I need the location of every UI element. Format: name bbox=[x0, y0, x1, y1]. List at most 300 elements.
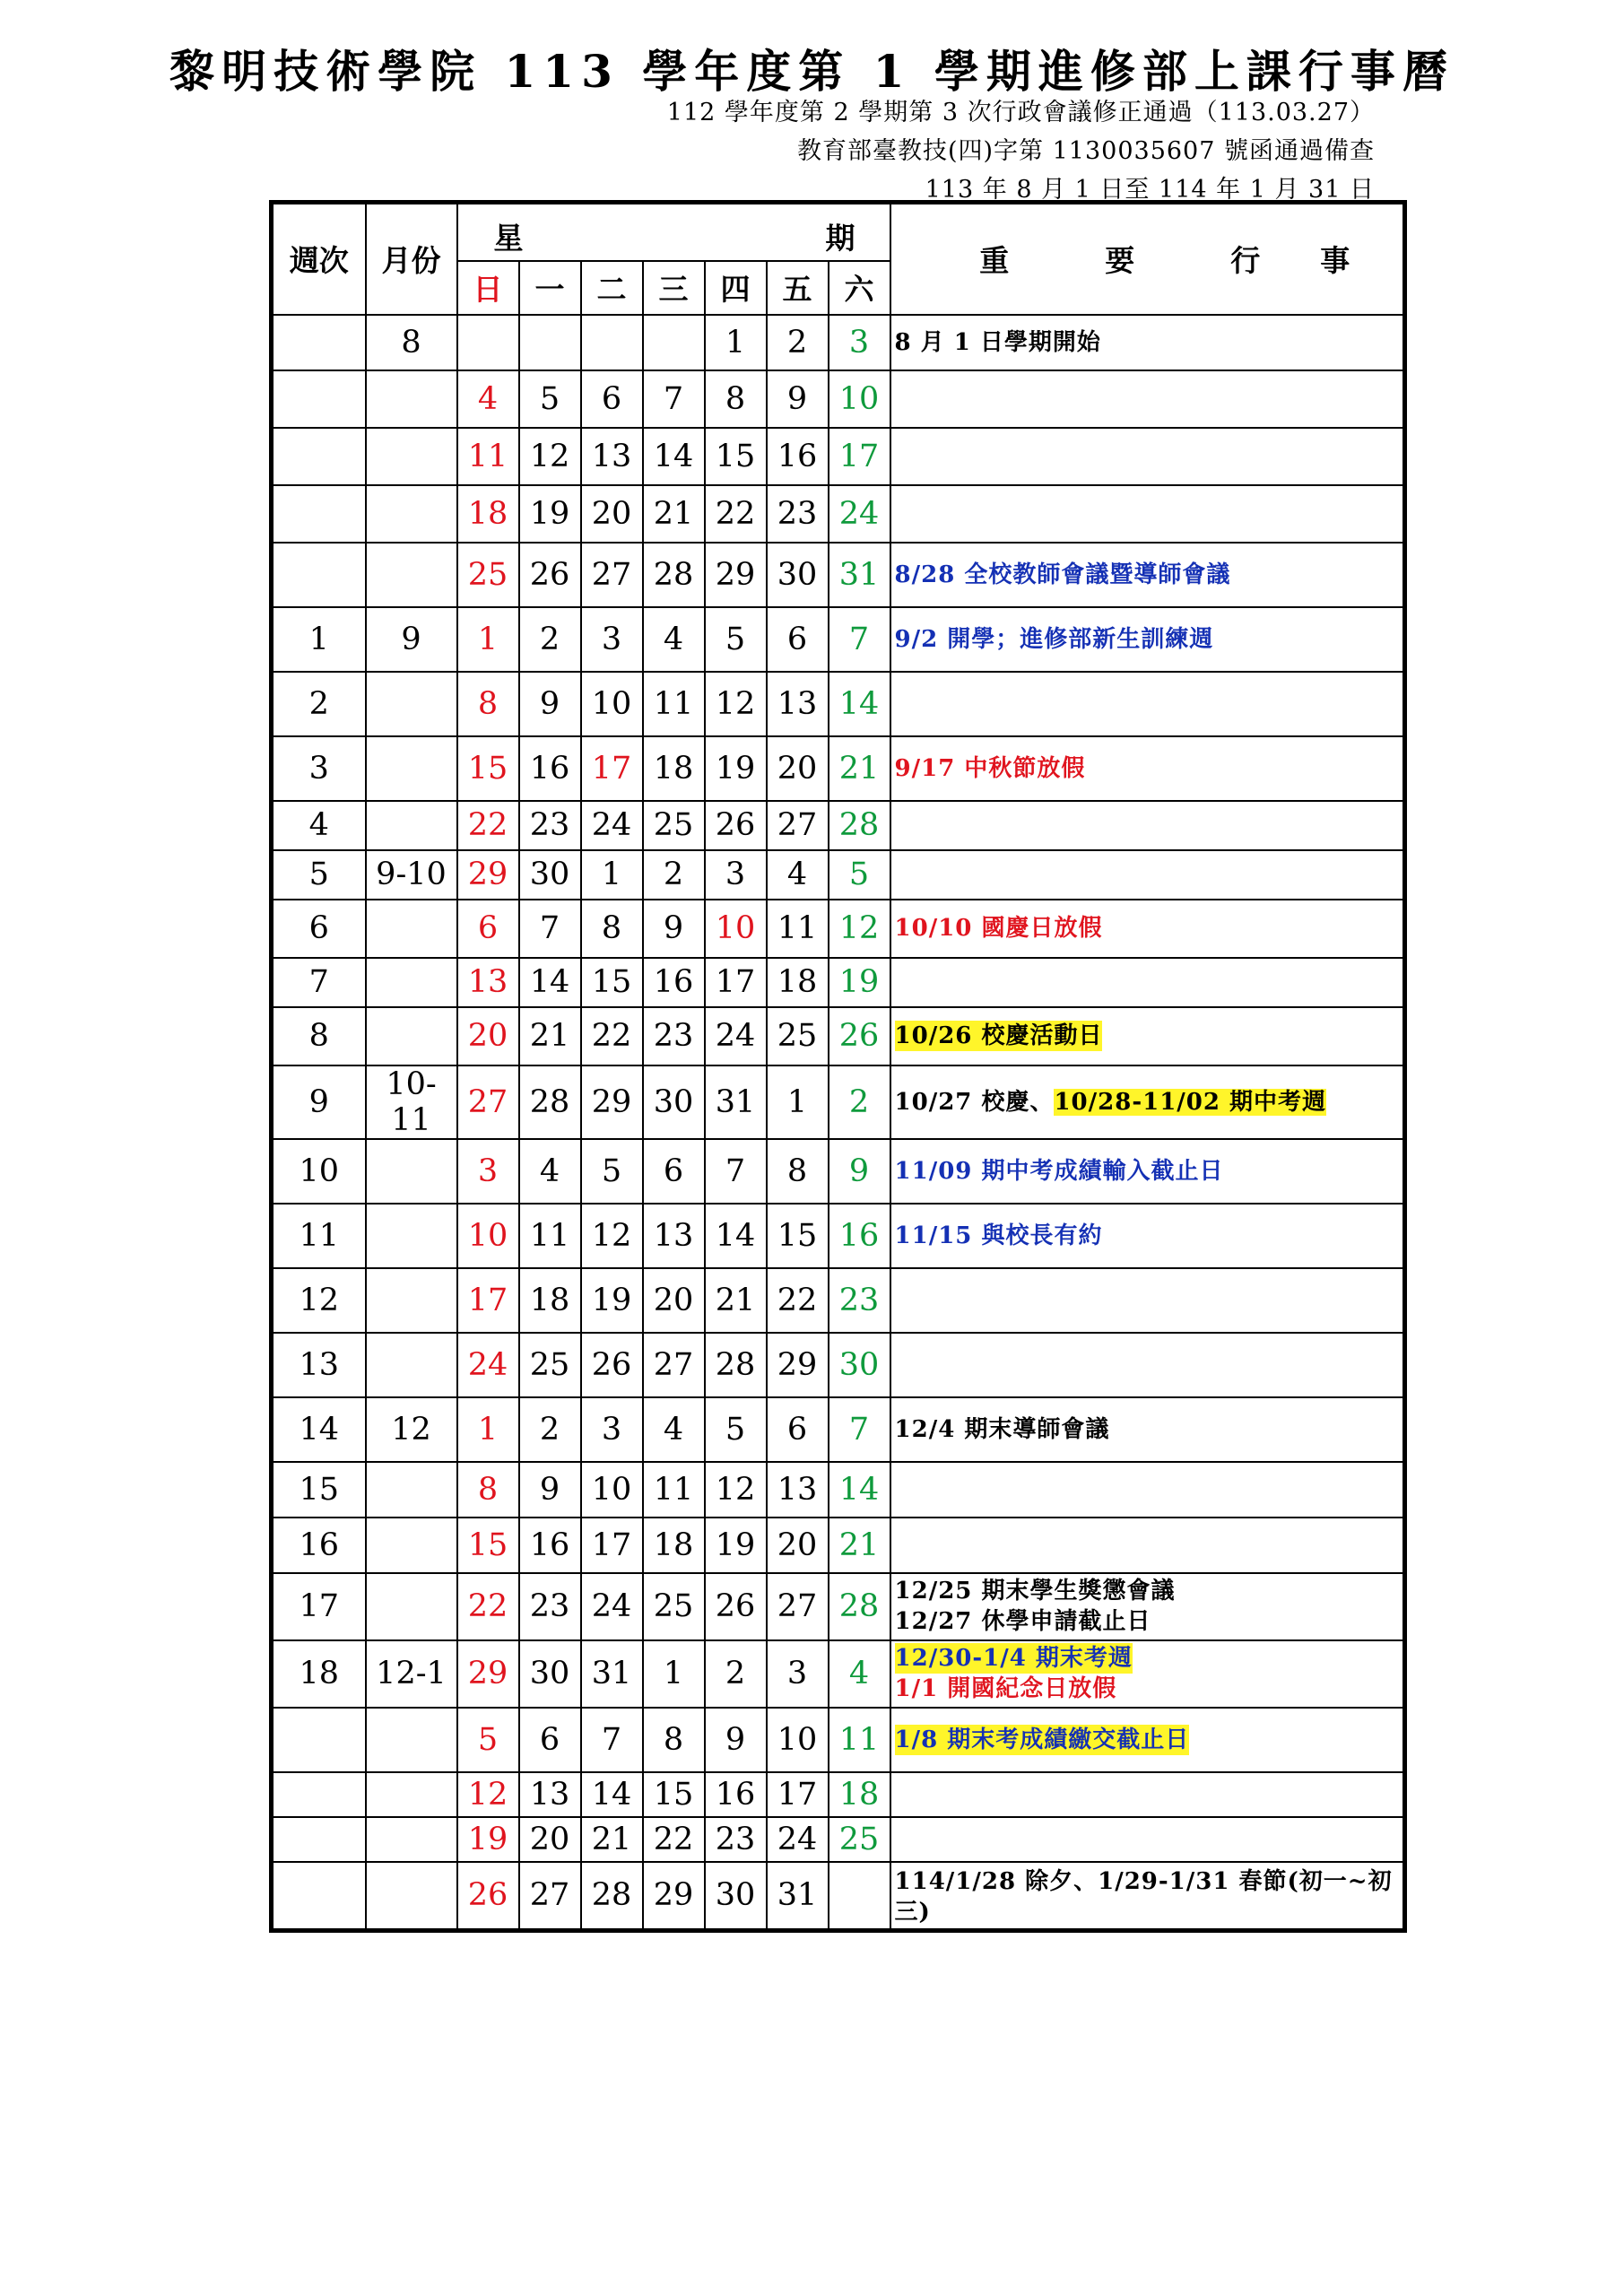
month-cell bbox=[366, 1007, 457, 1065]
day-cell-mon: 23 bbox=[519, 1573, 581, 1640]
event-cell bbox=[890, 1862, 1405, 1931]
day-cell-fri: 6 bbox=[767, 1397, 829, 1462]
day-cell-wed: 13 bbox=[643, 1204, 705, 1268]
day-cell-wed: 1 bbox=[643, 1640, 705, 1708]
month-cell bbox=[366, 1204, 457, 1268]
day-cell-thu: 10 bbox=[705, 900, 767, 958]
day-cell-thu: 26 bbox=[705, 1573, 767, 1640]
day-cell-mon: 12 bbox=[519, 428, 581, 485]
day-cell-fri: 29 bbox=[767, 1333, 829, 1397]
day-cell-thu: 16 bbox=[705, 1772, 767, 1817]
day-cell-wed: 2 bbox=[643, 850, 705, 900]
events-header-char: 重 bbox=[979, 243, 1010, 279]
month-cell bbox=[366, 1518, 457, 1573]
month-cell bbox=[366, 1462, 457, 1518]
day-cell-mon: 9 bbox=[519, 672, 581, 736]
day-cell-mon: 16 bbox=[519, 736, 581, 801]
month-cell bbox=[366, 1708, 457, 1772]
day-cell-mon: 13 bbox=[519, 1772, 581, 1817]
day-cell-sun: 20 bbox=[457, 1007, 519, 1065]
day-cell-sat: 25 bbox=[829, 1817, 890, 1862]
day-cell-mon: 25 bbox=[519, 1333, 581, 1397]
month-cell: 9-10 bbox=[366, 850, 457, 900]
events-header bbox=[890, 203, 1405, 315]
event-cell bbox=[890, 485, 1405, 543]
day-cell-mon: 11 bbox=[519, 1204, 581, 1268]
table-row bbox=[272, 801, 1405, 850]
day-cell-thu: 12 bbox=[705, 672, 767, 736]
day-cell-thu: 22 bbox=[705, 485, 767, 543]
event-text: 12/25 期末學生獎懲會議 bbox=[894, 1578, 1176, 1605]
day-cell-fri: 9 bbox=[767, 370, 829, 428]
day-cell-sun: 25 bbox=[457, 543, 519, 607]
day-cell-mon bbox=[519, 315, 581, 370]
month-cell bbox=[366, 485, 457, 543]
month-cell bbox=[366, 736, 457, 801]
week-cell: 10 bbox=[272, 1139, 366, 1204]
day-cell-fri: 4 bbox=[767, 850, 829, 900]
day-cell-fri: 1 bbox=[767, 1065, 829, 1139]
day-cell-tue: 15 bbox=[581, 958, 643, 1007]
calendar-body bbox=[272, 315, 1405, 1931]
week-cell: 13 bbox=[272, 1333, 366, 1397]
event-cell bbox=[890, 958, 1405, 1007]
week-cell bbox=[272, 315, 366, 370]
event-text: 10/28-11/02 期中考週 bbox=[1054, 1088, 1327, 1116]
table-row bbox=[272, 1139, 1405, 1204]
day-cell-fri: 18 bbox=[767, 958, 829, 1007]
day-cell-fri: 20 bbox=[767, 736, 829, 801]
day-cell-sun: 22 bbox=[457, 801, 519, 850]
day-cell-tue: 27 bbox=[581, 543, 643, 607]
week-cell: 11 bbox=[272, 1204, 366, 1268]
table-row bbox=[272, 1573, 1405, 1640]
day-cell-tue: 17 bbox=[581, 1518, 643, 1573]
day-cell-sun: 3 bbox=[457, 1139, 519, 1204]
day-cell-sat: 28 bbox=[829, 1573, 890, 1640]
day-cell-sat bbox=[829, 1862, 890, 1931]
day-cell-wed: 20 bbox=[643, 1268, 705, 1333]
day-cell-thu: 19 bbox=[705, 736, 767, 801]
day-cell-wed: 18 bbox=[643, 736, 705, 801]
week-cell: 3 bbox=[272, 736, 366, 801]
month-cell bbox=[366, 1139, 457, 1204]
day-cell-fri: 27 bbox=[767, 1573, 829, 1640]
event-cell bbox=[890, 370, 1405, 428]
day-cell-sat: 5 bbox=[829, 850, 890, 900]
day-cell-wed: 30 bbox=[643, 1065, 705, 1139]
month-cell bbox=[366, 1772, 457, 1817]
day-cell-mon: 20 bbox=[519, 1817, 581, 1862]
day-cell-thu: 5 bbox=[705, 607, 767, 672]
day-cell-tue: 19 bbox=[581, 1268, 643, 1333]
day-cell-thu: 14 bbox=[705, 1204, 767, 1268]
week-cell: 14 bbox=[272, 1397, 366, 1462]
week-cell: 16 bbox=[272, 1518, 366, 1573]
day-cell-thu: 19 bbox=[705, 1518, 767, 1573]
day-cell-mon: 16 bbox=[519, 1518, 581, 1573]
event-text: 12/30-1/4 期末考週 bbox=[894, 1645, 1133, 1672]
day-cell-sat: 28 bbox=[829, 801, 890, 850]
table-row bbox=[272, 672, 1405, 736]
day-cell-fri: 15 bbox=[767, 1204, 829, 1268]
week-cell: 1 bbox=[272, 607, 366, 672]
event-cell bbox=[890, 1708, 1405, 1772]
day-cell-tue: 28 bbox=[581, 1862, 643, 1931]
day-cell-mon: 14 bbox=[519, 958, 581, 1007]
day-cell-fri: 10 bbox=[767, 1708, 829, 1772]
day-cell-tue: 29 bbox=[581, 1065, 643, 1139]
week-cell: 5 bbox=[272, 850, 366, 900]
week-cell bbox=[272, 428, 366, 485]
week-cell: 15 bbox=[272, 1462, 366, 1518]
day-cell-sun: 8 bbox=[457, 672, 519, 736]
day-header-wed: 三 bbox=[643, 261, 705, 315]
event-text: 1/1 開國紀念日放假 bbox=[894, 1675, 1117, 1702]
day-cell-wed: 25 bbox=[643, 801, 705, 850]
day-cell-sat: 14 bbox=[829, 1462, 890, 1518]
day-cell-sat: 21 bbox=[829, 1518, 890, 1573]
day-cell-sun: 19 bbox=[457, 1817, 519, 1862]
event-cell bbox=[890, 1640, 1405, 1708]
day-cell-mon: 19 bbox=[519, 485, 581, 543]
event-text: 9/17 中秋節放假 bbox=[894, 754, 1086, 782]
day-cell-mon: 7 bbox=[519, 900, 581, 958]
day-cell-tue: 10 bbox=[581, 672, 643, 736]
day-cell-sun: 4 bbox=[457, 370, 519, 428]
day-header-sat: 六 bbox=[829, 261, 890, 315]
day-cell-wed: 7 bbox=[643, 370, 705, 428]
day-cell-tue: 14 bbox=[581, 1772, 643, 1817]
events-header-char: 事 bbox=[1320, 243, 1350, 279]
event-text: 10/10 國慶日放假 bbox=[894, 915, 1103, 942]
day-cell-thu: 23 bbox=[705, 1817, 767, 1862]
week-cell: 2 bbox=[272, 672, 366, 736]
day-cell-wed: 11 bbox=[643, 672, 705, 736]
day-cell-thu: 24 bbox=[705, 1007, 767, 1065]
week-cell: 6 bbox=[272, 900, 366, 958]
day-cell-thu: 21 bbox=[705, 1268, 767, 1333]
week-cell bbox=[272, 1772, 366, 1817]
table-row bbox=[272, 1007, 1405, 1065]
event-text: 11/15 與校長有約 bbox=[894, 1222, 1103, 1249]
day-cell-tue: 12 bbox=[581, 1204, 643, 1268]
day-cell-mon: 2 bbox=[519, 607, 581, 672]
table-row bbox=[272, 1640, 1405, 1708]
week-cell: 9 bbox=[272, 1065, 366, 1139]
day-cell-sat: 21 bbox=[829, 736, 890, 801]
event-text: 10/27 校慶、 bbox=[894, 1088, 1055, 1116]
day-cell-sun: 11 bbox=[457, 428, 519, 485]
day-cell-sun: 29 bbox=[457, 850, 519, 900]
event-cell bbox=[890, 428, 1405, 485]
day-cell-sat: 2 bbox=[829, 1065, 890, 1139]
day-cell-sat: 12 bbox=[829, 900, 890, 958]
day-cell-thu: 30 bbox=[705, 1862, 767, 1931]
month-cell: 10-11 bbox=[366, 1065, 457, 1139]
day-cell-tue: 24 bbox=[581, 1573, 643, 1640]
day-cell-sun: 12 bbox=[457, 1772, 519, 1817]
day-cell-sun: 15 bbox=[457, 736, 519, 801]
day-cell-sun: 17 bbox=[457, 1268, 519, 1333]
event-cell bbox=[890, 672, 1405, 736]
day-cell-fri: 23 bbox=[767, 485, 829, 543]
day-cell-fri: 2 bbox=[767, 315, 829, 370]
day-cell-mon: 28 bbox=[519, 1065, 581, 1139]
day-cell-tue: 24 bbox=[581, 801, 643, 850]
month-cell bbox=[366, 801, 457, 850]
events-header-char: 要 bbox=[1105, 243, 1135, 279]
day-cell-sat: 26 bbox=[829, 1007, 890, 1065]
event-cell bbox=[890, 1139, 1405, 1204]
week-cell bbox=[272, 1862, 366, 1931]
day-cell-mon: 6 bbox=[519, 1708, 581, 1772]
table-row bbox=[272, 1772, 1405, 1817]
day-cell-wed: 28 bbox=[643, 543, 705, 607]
day-cell-sat: 7 bbox=[829, 1397, 890, 1462]
day-cell-fri: 20 bbox=[767, 1518, 829, 1573]
day-cell-sat: 31 bbox=[829, 543, 890, 607]
month-cell bbox=[366, 1862, 457, 1931]
day-cell-thu: 2 bbox=[705, 1640, 767, 1708]
day-cell-thu: 5 bbox=[705, 1397, 767, 1462]
event-cell bbox=[890, 1268, 1405, 1333]
day-cell-thu: 29 bbox=[705, 543, 767, 607]
week-cell: 17 bbox=[272, 1573, 366, 1640]
event-text: 114/1/28 除夕、1/29-1/31 春節(初一~初三) bbox=[894, 1867, 1393, 1926]
day-cell-wed: 22 bbox=[643, 1817, 705, 1862]
event-cell bbox=[890, 801, 1405, 850]
day-cell-tue bbox=[581, 315, 643, 370]
day-cell-sat: 3 bbox=[829, 315, 890, 370]
day-cell-sun: 29 bbox=[457, 1640, 519, 1708]
event-cell bbox=[890, 1333, 1405, 1397]
day-cell-fri: 13 bbox=[767, 1462, 829, 1518]
table-row bbox=[272, 850, 1405, 900]
day-cell-tue: 13 bbox=[581, 428, 643, 485]
day-cell-wed: 27 bbox=[643, 1333, 705, 1397]
week-cell bbox=[272, 370, 366, 428]
day-cell-sat: 18 bbox=[829, 1772, 890, 1817]
day-cell-tue: 22 bbox=[581, 1007, 643, 1065]
event-cell bbox=[890, 1065, 1405, 1139]
day-cell-wed: 29 bbox=[643, 1862, 705, 1931]
day-cell-sat: 10 bbox=[829, 370, 890, 428]
day-cell-fri: 30 bbox=[767, 543, 829, 607]
day-cell-wed: 14 bbox=[643, 428, 705, 485]
table-row bbox=[272, 1397, 1405, 1462]
day-cell-thu: 17 bbox=[705, 958, 767, 1007]
day-cell-thu: 1 bbox=[705, 315, 767, 370]
day-cell-fri: 27 bbox=[767, 801, 829, 850]
month-cell bbox=[366, 428, 457, 485]
table-row bbox=[272, 1462, 1405, 1518]
day-cell-thu: 7 bbox=[705, 1139, 767, 1204]
day-header-thu: 四 bbox=[705, 261, 767, 315]
day-cell-mon: 26 bbox=[519, 543, 581, 607]
approval-note: 112 學年度第 2 學期第 3 次行政會議修正通過（113.03.27） bbox=[666, 99, 1375, 126]
day-cell-tue: 6 bbox=[581, 370, 643, 428]
period-note: 113 年 8 月 1 日至 114 年 1 月 31 日 bbox=[925, 176, 1375, 204]
day-cell-mon: 5 bbox=[519, 370, 581, 428]
week-cell bbox=[272, 485, 366, 543]
event-cell bbox=[890, 315, 1405, 370]
table-row bbox=[272, 315, 1405, 370]
event-cell bbox=[890, 1462, 1405, 1518]
month-cell bbox=[366, 1333, 457, 1397]
month-cell: 8 bbox=[366, 315, 457, 370]
table-row bbox=[272, 1065, 1405, 1139]
day-header-mon: 一 bbox=[519, 261, 581, 315]
day-cell-sun: 22 bbox=[457, 1573, 519, 1640]
day-cell-mon: 30 bbox=[519, 1640, 581, 1708]
event-text: 11/09 期中考成績輸入截止日 bbox=[894, 1157, 1224, 1185]
day-cell-sat: 7 bbox=[829, 607, 890, 672]
month-cell bbox=[366, 958, 457, 1007]
day-cell-tue: 5 bbox=[581, 1139, 643, 1204]
day-cell-thu: 8 bbox=[705, 370, 767, 428]
day-cell-sun: 8 bbox=[457, 1462, 519, 1518]
day-cell-sun: 27 bbox=[457, 1065, 519, 1139]
event-cell bbox=[890, 1772, 1405, 1817]
xing-label: 星 bbox=[493, 221, 524, 256]
day-cell-wed: 6 bbox=[643, 1139, 705, 1204]
day-cell-sun: 5 bbox=[457, 1708, 519, 1772]
month-cell bbox=[366, 1573, 457, 1640]
day-cell-tue: 3 bbox=[581, 1397, 643, 1462]
day-cell-fri: 6 bbox=[767, 607, 829, 672]
month-header: 月份 bbox=[366, 203, 457, 315]
day-cell-mon: 2 bbox=[519, 1397, 581, 1462]
day-cell-sun: 24 bbox=[457, 1333, 519, 1397]
day-cell-tue: 7 bbox=[581, 1708, 643, 1772]
day-cell-fri: 3 bbox=[767, 1640, 829, 1708]
day-cell-tue: 21 bbox=[581, 1817, 643, 1862]
day-cell-sat: 16 bbox=[829, 1204, 890, 1268]
day-cell-tue: 10 bbox=[581, 1462, 643, 1518]
table-row bbox=[272, 1708, 1405, 1772]
month-cell bbox=[366, 370, 457, 428]
month-cell bbox=[366, 1817, 457, 1862]
day-cell-tue: 26 bbox=[581, 1333, 643, 1397]
table-row bbox=[272, 1268, 1405, 1333]
event-cell bbox=[890, 607, 1405, 672]
table-row bbox=[272, 1817, 1405, 1862]
day-header-tue: 二 bbox=[581, 261, 643, 315]
day-cell-tue: 31 bbox=[581, 1640, 643, 1708]
day-cell-wed bbox=[643, 315, 705, 370]
day-cell-wed: 11 bbox=[643, 1462, 705, 1518]
day-cell-mon: 23 bbox=[519, 801, 581, 850]
table-row bbox=[272, 485, 1405, 543]
day-cell-wed: 15 bbox=[643, 1772, 705, 1817]
day-cell-sat: 19 bbox=[829, 958, 890, 1007]
day-cell-thu: 3 bbox=[705, 850, 767, 900]
event-cell bbox=[890, 1007, 1405, 1065]
event-cell bbox=[890, 736, 1405, 801]
day-cell-mon: 9 bbox=[519, 1462, 581, 1518]
page-title: 黎明技術學院 113 學年度第 1 學期進修部上課行事曆 bbox=[169, 45, 1455, 98]
week-cell: 4 bbox=[272, 801, 366, 850]
week-cell: 7 bbox=[272, 958, 366, 1007]
day-header-fri: 五 bbox=[767, 261, 829, 315]
month-cell bbox=[366, 672, 457, 736]
table-row bbox=[272, 607, 1405, 672]
day-cell-wed: 23 bbox=[643, 1007, 705, 1065]
day-cell-thu: 31 bbox=[705, 1065, 767, 1139]
day-cell-tue: 3 bbox=[581, 607, 643, 672]
week-cell: 8 bbox=[272, 1007, 366, 1065]
event-cell bbox=[890, 1397, 1405, 1462]
week-cell: 18 bbox=[272, 1640, 366, 1708]
day-cell-mon: 30 bbox=[519, 850, 581, 900]
weekday-group-header bbox=[457, 203, 890, 261]
events-header-char: 行 bbox=[1230, 243, 1261, 279]
day-cell-sun: 1 bbox=[457, 607, 519, 672]
day-cell-sun: 6 bbox=[457, 900, 519, 958]
day-cell-thu: 28 bbox=[705, 1333, 767, 1397]
day-cell-sun: 10 bbox=[457, 1204, 519, 1268]
day-cell-fri: 24 bbox=[767, 1817, 829, 1862]
day-cell-mon: 27 bbox=[519, 1862, 581, 1931]
table-row bbox=[272, 428, 1405, 485]
table-row bbox=[272, 900, 1405, 958]
table-row bbox=[272, 958, 1405, 1007]
day-cell-mon: 21 bbox=[519, 1007, 581, 1065]
day-cell-wed: 9 bbox=[643, 900, 705, 958]
day-cell-sun: 13 bbox=[457, 958, 519, 1007]
day-cell-fri: 22 bbox=[767, 1268, 829, 1333]
week-cell bbox=[272, 1708, 366, 1772]
day-cell-wed: 4 bbox=[643, 1397, 705, 1462]
day-cell-fri: 16 bbox=[767, 428, 829, 485]
table-row bbox=[272, 1518, 1405, 1573]
day-cell-wed: 8 bbox=[643, 1708, 705, 1772]
event-text: 9/2 開學；進修部新生訓練週 bbox=[894, 625, 1214, 653]
event-cell bbox=[890, 1518, 1405, 1573]
event-text: 10/26 校慶活動日 bbox=[894, 1022, 1103, 1049]
event-cell bbox=[890, 1204, 1405, 1268]
event-cell bbox=[890, 1573, 1405, 1640]
day-cell-tue: 17 bbox=[581, 736, 643, 801]
day-cell-wed: 21 bbox=[643, 485, 705, 543]
month-cell bbox=[366, 543, 457, 607]
day-cell-sat: 14 bbox=[829, 672, 890, 736]
event-text: 8 月 1 日學期開始 bbox=[894, 328, 1101, 356]
day-cell-tue: 20 bbox=[581, 485, 643, 543]
day-cell-sun bbox=[457, 315, 519, 370]
event-cell bbox=[890, 543, 1405, 607]
moe-note: 教育部臺教技(四)字第 1130035607 號函通過備查 bbox=[796, 137, 1375, 165]
day-cell-mon: 18 bbox=[519, 1268, 581, 1333]
day-cell-sat: 9 bbox=[829, 1139, 890, 1204]
table-row bbox=[272, 1862, 1405, 1931]
day-cell-fri: 31 bbox=[767, 1862, 829, 1931]
month-cell: 12 bbox=[366, 1397, 457, 1462]
day-cell-sun: 15 bbox=[457, 1518, 519, 1573]
month-cell: 12-1 bbox=[366, 1640, 457, 1708]
event-cell bbox=[890, 850, 1405, 900]
day-header-sun: 日 bbox=[457, 261, 519, 315]
day-cell-tue: 1 bbox=[581, 850, 643, 900]
week-header: 週次 bbox=[272, 203, 366, 315]
table-row bbox=[272, 736, 1405, 801]
day-cell-wed: 25 bbox=[643, 1573, 705, 1640]
qi-label: 期 bbox=[825, 221, 855, 256]
month-cell bbox=[366, 900, 457, 958]
day-cell-sat: 23 bbox=[829, 1268, 890, 1333]
day-cell-fri: 11 bbox=[767, 900, 829, 958]
